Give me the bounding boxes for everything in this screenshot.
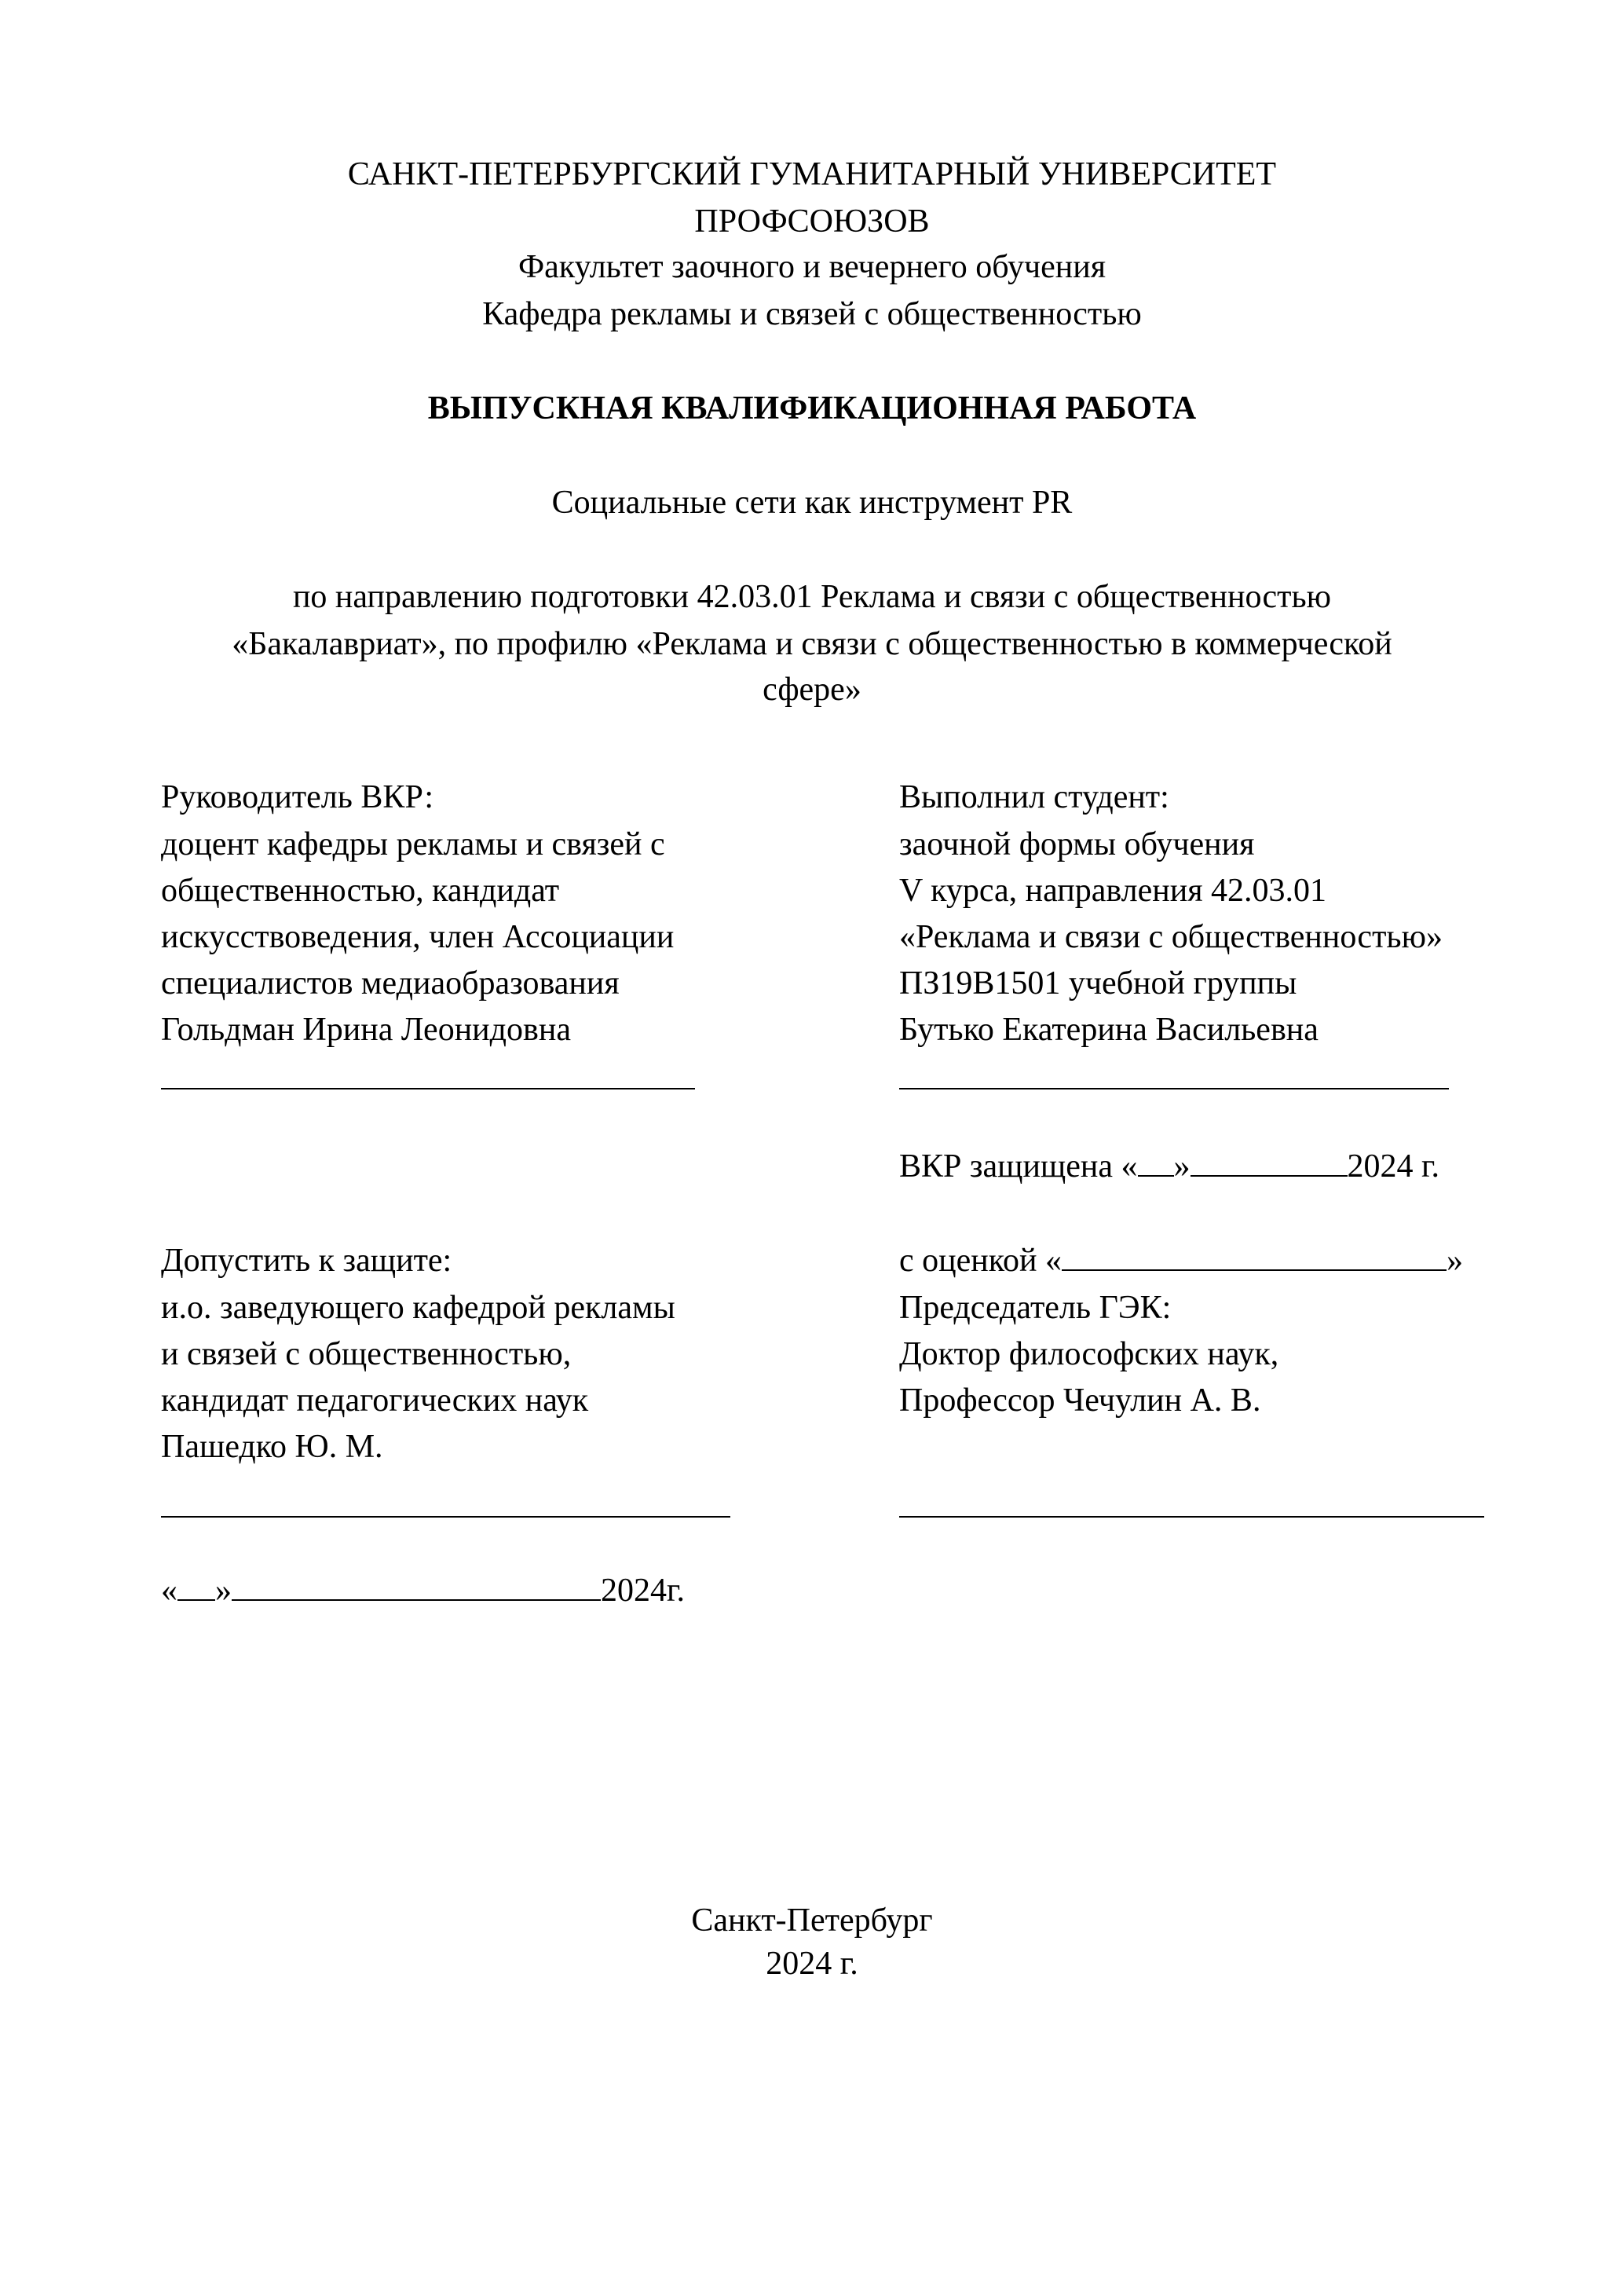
supervisor-line: доцент кафедры рекламы и связей с bbox=[161, 826, 665, 862]
grade-suffix: » bbox=[1447, 1243, 1463, 1279]
supervisor-heading: Руководитель ВКР: bbox=[161, 779, 434, 815]
chair-name: Профессор Чечулин А. В. bbox=[899, 1382, 1261, 1419]
direction-line1: по направлению подготовки 42.03.01 Реклама и связи с общественностью bbox=[292, 579, 1332, 615]
thesis-topic: Социальные сети как инструмент PR bbox=[551, 485, 1073, 521]
student-line: «Реклама и связи с общественностью» bbox=[899, 919, 1443, 955]
admission-signature-line bbox=[161, 1516, 730, 1518]
supervisor-line: специалистов медиаобразования bbox=[161, 965, 620, 1002]
student-heading: Выполнил студент: bbox=[899, 779, 1169, 815]
student-line: V курса, направления 42.03.01 bbox=[899, 873, 1327, 909]
defense-date-mid: » bbox=[1173, 1148, 1191, 1185]
student-signature-line bbox=[899, 1088, 1449, 1089]
chair-heading: Председатель ГЭК: bbox=[899, 1290, 1172, 1326]
direction-line2: «Бакалавриат», по профилю «Реклама и связи с общественностью в коммерческой bbox=[232, 626, 1392, 662]
chair-signature-line bbox=[899, 1516, 1484, 1518]
direction-line3: сфере» bbox=[763, 672, 861, 708]
work-type-title: ВЫПУСКНАЯ КВАЛИФИКАЦИОННАЯ РАБОТА bbox=[427, 390, 1197, 427]
university-name-line2: ПРОФСОЮЗОВ bbox=[694, 203, 930, 240]
student-line: заочной формы обучения bbox=[899, 826, 1255, 862]
supervisor-line: искусствоведения, член Ассоциации bbox=[161, 919, 675, 955]
faculty-name: Факультет заочного и вечернего обучения bbox=[518, 249, 1106, 285]
student-name: Бутько Екатерина Васильевна bbox=[899, 1012, 1319, 1048]
defense-date-line bbox=[899, 1143, 1439, 1190]
student-line: ПЗ19В1501 учебной группы bbox=[899, 965, 1297, 1002]
grade-blank[interactable] bbox=[1062, 1240, 1447, 1271]
grade-line bbox=[899, 1237, 1463, 1284]
admission-line: и связей с общественностью, bbox=[161, 1336, 572, 1372]
university-name-line1: САНКТ-ПЕТЕРБУРГСКИЙ ГУМАНИТАРНЫЙ УНИВЕРСИТЕТ bbox=[347, 156, 1277, 192]
chair-line: Доктор философских наук, bbox=[899, 1336, 1279, 1372]
footer-city: Санкт-Петербург bbox=[691, 1902, 933, 1939]
admission-name: Пашедко Ю. М. bbox=[161, 1429, 383, 1465]
admission-date-close: » bbox=[215, 1573, 232, 1609]
defense-date-suffix: 2024 г. bbox=[1347, 1148, 1440, 1185]
defense-day-blank[interactable] bbox=[1138, 1145, 1174, 1177]
admission-date-open: « bbox=[161, 1573, 177, 1609]
admission-month-blank[interactable] bbox=[232, 1569, 601, 1601]
admission-line: кандидат педагогических наук bbox=[161, 1382, 589, 1419]
supervisor-line: общественностью, кандидат bbox=[161, 873, 560, 909]
supervisor-name: Гольдман Ирина Леонидовна bbox=[161, 1012, 571, 1048]
supervisor-signature-line bbox=[161, 1088, 695, 1089]
admission-heading: Допустить к защите: bbox=[161, 1243, 452, 1279]
department-name: Кафедра рекламы и связей с общественностью bbox=[482, 296, 1142, 332]
admission-date-suffix: 2024г. bbox=[601, 1573, 685, 1609]
admission-line: и.о. заведующего кафедрой рекламы bbox=[161, 1290, 675, 1326]
defense-month-blank[interactable] bbox=[1191, 1145, 1348, 1177]
grade-prefix: с оценкой « bbox=[899, 1243, 1062, 1279]
footer-year: 2024 г. bbox=[766, 1946, 858, 1982]
defense-date-prefix: ВКР защищена « bbox=[899, 1148, 1138, 1185]
admission-day-blank[interactable] bbox=[177, 1569, 215, 1601]
admission-date-line bbox=[161, 1567, 685, 1614]
